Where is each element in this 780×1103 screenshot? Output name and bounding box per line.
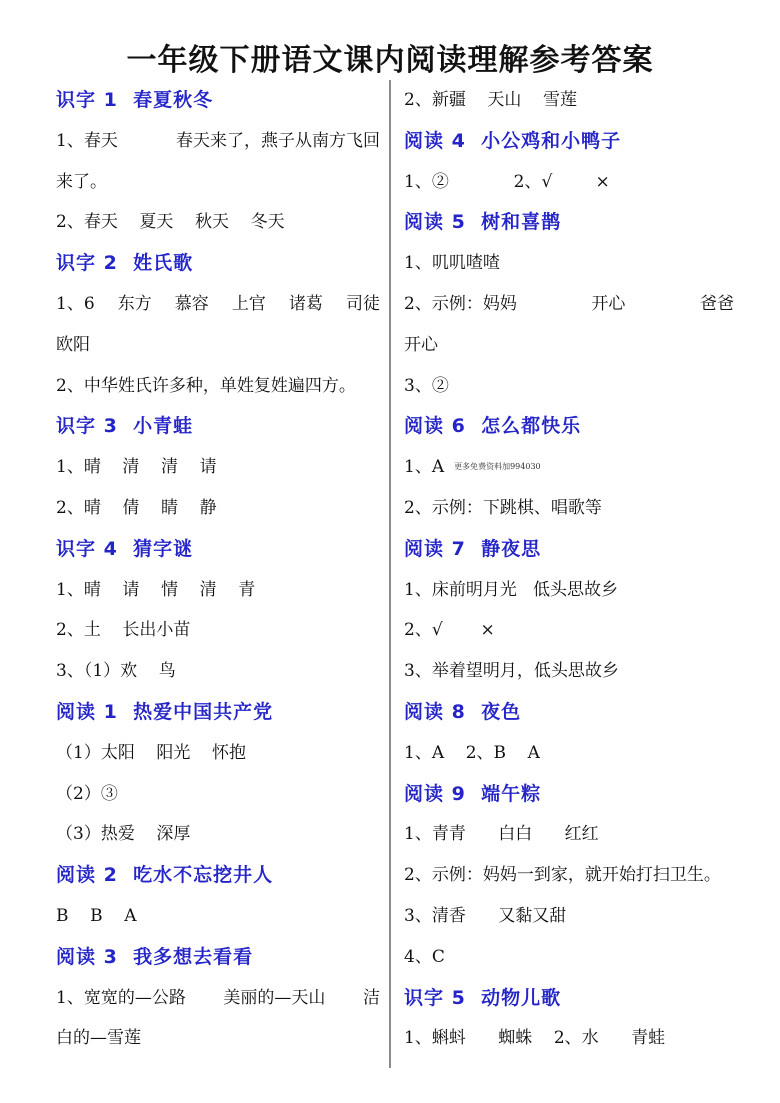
- answer-line: [56, 447, 380, 488]
- answer-part: 2、示例：妈妈: [404, 293, 517, 314]
- answer-line: [404, 447, 734, 488]
- answer-part: 慕容: [174, 293, 209, 314]
- section-heading: 识字 2 姓氏歌: [56, 252, 194, 275]
- answer-text: 白的—雪莲: [56, 1028, 141, 1049]
- answer-part: 诸葛: [288, 293, 323, 314]
- answer-line: [56, 284, 380, 325]
- answer-line: [56, 651, 380, 692]
- section-heading: 阅读 5 树和喜鹊: [404, 211, 562, 234]
- answer-part: 美丽的—天山: [223, 987, 326, 1008]
- answer-part: 东方: [117, 293, 152, 314]
- section-heading: 阅读 9 端午粽: [404, 782, 542, 805]
- section-heading: 阅读 7 静夜思: [404, 537, 542, 560]
- answer-line: [404, 814, 734, 855]
- section-heading: 阅读 3 我多想去看看: [56, 945, 254, 968]
- answer-line: [56, 202, 380, 243]
- section-heading: 识字 5 动物儿歌: [404, 986, 562, 1009]
- answer-line: [404, 610, 734, 651]
- answer-line: [56, 570, 380, 611]
- section-heading: 识字 3 小青蛙: [56, 415, 194, 438]
- answer-text: 1、蝌蚪 蜘蛛 2、水 青蛙: [404, 1028, 666, 1049]
- answer-text: 2、√ ×: [404, 620, 495, 641]
- answer-text: 1、晴 清 清 请: [56, 457, 217, 478]
- answer-text: 1、A: [404, 457, 445, 478]
- answer-text: 2、土 长出小苗: [56, 620, 191, 641]
- answer-text: 来了。: [56, 171, 107, 192]
- answer-text: 2、春天 夏天 秋天 冬天: [56, 212, 285, 233]
- answer-text: 3、②: [404, 375, 449, 396]
- answer-part: 1、6: [56, 293, 95, 314]
- answer-part: 1、春天: [56, 130, 118, 151]
- answer-line: [404, 937, 734, 978]
- answer-text: 3、清香 又黏又甜: [404, 905, 567, 926]
- answer-line: [404, 284, 734, 325]
- section-heading: 阅读 6 怎么都快乐: [404, 415, 582, 438]
- column-divider: [389, 80, 391, 1068]
- answer-part: 上官: [231, 293, 266, 314]
- answer-line: [56, 121, 380, 162]
- answer-line: [56, 896, 380, 937]
- answer-text: 1、青青 白白 红红: [404, 824, 599, 845]
- answer-text: B B A: [56, 905, 137, 926]
- watermark-note: 更多免费资料加994030: [454, 462, 541, 472]
- section-heading: 阅读 1 热爱中国共产党: [56, 700, 274, 723]
- answer-text: 3、（1）欢 鸟: [56, 661, 176, 682]
- section-heading: 阅读 8 夜色: [404, 700, 522, 723]
- answer-text: 欧阳: [56, 334, 90, 355]
- answer-line: [404, 325, 734, 366]
- answer-text: 2、晴 倩 睛 静: [56, 497, 217, 518]
- answer-text: （3）热爱 深厚: [56, 824, 191, 845]
- answer-line: [56, 1018, 380, 1059]
- answer-line: [56, 366, 380, 407]
- answer-text: 1、床前明月光 低头思故乡: [404, 579, 619, 600]
- answer-part: 1、宽宽的—公路: [56, 987, 186, 1008]
- section-heading: 阅读 4 小公鸡和小鸭子: [404, 129, 622, 152]
- answer-text: 1、A 2、B A: [404, 742, 540, 763]
- answer-line: [56, 325, 380, 366]
- answer-text: 2、中华姓氏许多种，单姓复姓遍四方。: [56, 375, 356, 396]
- answer-text: 2、示例：妈妈一到家，就开始打扫卫生。: [404, 865, 721, 886]
- answer-part: 洁: [362, 987, 380, 1008]
- answer-line: [404, 1018, 734, 1059]
- answer-line: [404, 733, 734, 774]
- answer-line: [56, 488, 380, 529]
- answer-text: 开心: [404, 334, 438, 355]
- page-title: 一年级下册语文课内阅读理解参考答案: [126, 43, 654, 78]
- answer-line: [404, 162, 734, 203]
- answer-line: [404, 80, 734, 121]
- answer-line: [56, 162, 380, 203]
- answer-text: 3、举着望明月，低头思故乡: [404, 661, 619, 682]
- answer-line: [404, 855, 734, 896]
- answer-part: 春天来了，燕子从南方飞回: [176, 130, 380, 151]
- answer-text: 2、新疆 天山 雪莲: [404, 90, 578, 110]
- answer-line: [56, 814, 380, 855]
- answer-part: 司徒: [345, 293, 380, 314]
- answer-text: 1、晴 请 情 清 青: [56, 579, 256, 600]
- answer-line: [404, 366, 734, 407]
- answer-text: （1）太阳 阳光 怀抱: [56, 742, 247, 763]
- answer-line: [56, 733, 380, 774]
- answer-text: （2）③: [56, 783, 118, 804]
- section-heading: 阅读 2 吃水不忘挖井人: [56, 864, 274, 887]
- right-column: [404, 80, 734, 1059]
- answer-part: 开心: [591, 293, 626, 314]
- section-heading: 识字 4 猜字谜: [56, 537, 194, 560]
- section-heading: 识字 1 春夏秋冬: [56, 89, 214, 111]
- answer-line: [56, 774, 380, 815]
- answer-text: 2、示例：下跳棋、唱歌等: [404, 497, 602, 518]
- answer-line: [56, 978, 380, 1019]
- answer-line: [404, 896, 734, 937]
- answer-text: 1、② 2、√ ×: [404, 171, 610, 192]
- answer-line: [404, 570, 734, 611]
- left-column: [56, 80, 380, 1059]
- answer-line: [404, 651, 734, 692]
- answer-text: 4、C: [404, 946, 445, 967]
- answer-line: [404, 488, 734, 529]
- answer-text: 1、叽叽喳喳: [404, 253, 500, 274]
- answer-line: [56, 610, 380, 651]
- answer-line: [404, 243, 734, 284]
- answer-part: 爸爸: [699, 293, 734, 314]
